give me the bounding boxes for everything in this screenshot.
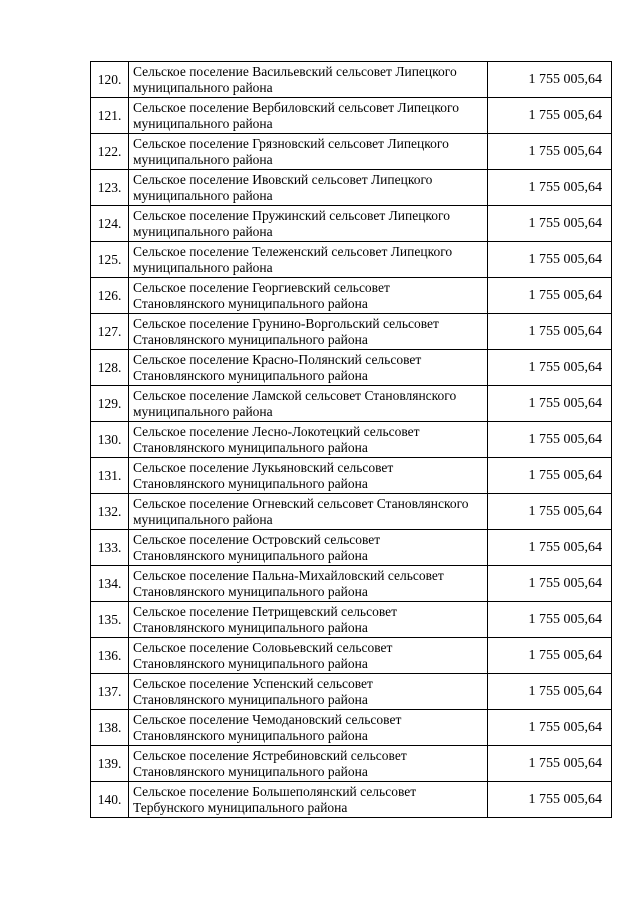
settlement-name-line: Сельское поселение Васильевский сельсовет Липецкого	[133, 64, 457, 79]
settlement-name	[129, 98, 488, 134]
table-row	[91, 746, 612, 782]
allocation-amount: 1 755 005,64	[488, 170, 612, 206]
row-number: 138.	[91, 710, 129, 746]
settlement-name-line: Сельское поселение Соловьевский сельсовет	[133, 640, 393, 655]
allocation-amount: 1 755 005,64	[488, 98, 612, 134]
allocation-table	[90, 61, 612, 818]
table-row	[91, 638, 612, 674]
table-row	[91, 170, 612, 206]
settlement-name-line: Становлянского муниципального района	[133, 475, 368, 491]
row-number: 128.	[91, 350, 129, 386]
table-row	[91, 134, 612, 170]
settlement-name-line: Сельское поселение Чемодановский сельсовет	[133, 712, 402, 727]
row-number: 127.	[91, 314, 129, 350]
allocation-amount: 1 755 005,64	[488, 674, 612, 710]
allocation-amount: 1 755 005,64	[488, 530, 612, 566]
settlement-name-line: муниципального района	[133, 187, 273, 203]
settlement-name-line: Сельское поселение Пружинский сельсовет Липецкого	[133, 208, 450, 223]
table-row	[91, 602, 612, 638]
row-number: 131.	[91, 458, 129, 494]
settlement-name-line: Сельское поселение Ястребиновский сельсовет	[133, 748, 407, 763]
table-row	[91, 314, 612, 350]
settlement-name-line: муниципального района	[133, 223, 273, 239]
settlement-name	[129, 458, 488, 494]
table-row	[91, 206, 612, 242]
allocation-amount: 1 755 005,64	[488, 134, 612, 170]
settlement-name-line: муниципального района	[133, 151, 273, 167]
table-row	[91, 278, 612, 314]
allocation-table-body	[91, 62, 612, 818]
allocation-amount: 1 755 005,64	[488, 350, 612, 386]
row-number: 120.	[91, 62, 129, 98]
allocation-amount: 1 755 005,64	[488, 746, 612, 782]
row-number: 137.	[91, 674, 129, 710]
settlement-name	[129, 674, 488, 710]
settlement-name-line: Сельское поселение Лукьяновский сельсовет	[133, 460, 394, 475]
settlement-name-line: Сельское поселение Красно-Полянский сельсовет	[133, 352, 422, 367]
table-row	[91, 62, 612, 98]
row-number: 139.	[91, 746, 129, 782]
allocation-amount: 1 755 005,64	[488, 386, 612, 422]
table-row	[91, 710, 612, 746]
row-number: 124.	[91, 206, 129, 242]
settlement-name	[129, 134, 488, 170]
allocation-amount: 1 755 005,64	[488, 206, 612, 242]
settlement-name	[129, 386, 488, 422]
row-number: 123.	[91, 170, 129, 206]
settlement-name-line: Становлянского муниципального района	[133, 547, 368, 563]
row-number: 129.	[91, 386, 129, 422]
settlement-name	[129, 566, 488, 602]
settlement-name	[129, 422, 488, 458]
table-row	[91, 674, 612, 710]
settlement-name-line: муниципального района	[133, 79, 273, 95]
settlement-name-line: Тербунского муниципального района	[133, 799, 348, 815]
allocation-amount: 1 755 005,64	[488, 602, 612, 638]
row-number: 134.	[91, 566, 129, 602]
row-number: 132.	[91, 494, 129, 530]
allocation-amount: 1 755 005,64	[488, 494, 612, 530]
settlement-name-line: Сельское поселение Ивовский сельсовет Липецкого	[133, 172, 433, 187]
settlement-name	[129, 494, 488, 530]
settlement-name	[129, 530, 488, 566]
settlement-name-line: муниципального района	[133, 403, 273, 419]
table-row	[91, 566, 612, 602]
settlement-name	[129, 710, 488, 746]
settlement-name-line: Становлянского муниципального района	[133, 619, 368, 635]
settlement-name	[129, 170, 488, 206]
settlement-name-line: Сельское поселение Огневский сельсовет Становлянского	[133, 496, 469, 511]
settlement-name-line: Сельское поселение Ламской сельсовет Становлянского	[133, 388, 457, 403]
row-number: 135.	[91, 602, 129, 638]
settlement-name	[129, 638, 488, 674]
settlement-name-line: Сельское поселение Грязновский сельсовет Липецкого	[133, 136, 449, 151]
settlement-name-line: Становлянского муниципального района	[133, 583, 368, 599]
allocation-amount: 1 755 005,64	[488, 278, 612, 314]
allocation-amount: 1 755 005,64	[488, 566, 612, 602]
table-row	[91, 422, 612, 458]
settlement-name-line: Сельское поселение Пальна-Михайловский сельсовет	[133, 568, 444, 583]
settlement-name-line: Сельское поселение Тележенский сельсовет Липецкого	[133, 244, 453, 259]
row-number: 126.	[91, 278, 129, 314]
row-number: 130.	[91, 422, 129, 458]
settlement-name-line: Становлянского муниципального района	[133, 295, 368, 311]
table-row	[91, 782, 612, 818]
settlement-name-line: муниципального района	[133, 259, 273, 275]
allocation-amount: 1 755 005,64	[488, 710, 612, 746]
settlement-name	[129, 350, 488, 386]
row-number: 122.	[91, 134, 129, 170]
allocation-amount: 1 755 005,64	[488, 422, 612, 458]
allocation-amount: 1 755 005,64	[488, 638, 612, 674]
settlement-name	[129, 62, 488, 98]
settlement-name	[129, 746, 488, 782]
settlement-name-line: Сельское поселение Большеполянский сельсовет	[133, 784, 417, 799]
allocation-amount: 1 755 005,64	[488, 782, 612, 818]
settlement-name	[129, 206, 488, 242]
allocation-amount: 1 755 005,64	[488, 62, 612, 98]
table-row	[91, 494, 612, 530]
table-row	[91, 386, 612, 422]
allocation-amount: 1 755 005,64	[488, 242, 612, 278]
settlement-name-line: Сельское поселение Островский сельсовет	[133, 532, 381, 547]
table-row	[91, 350, 612, 386]
settlement-name	[129, 602, 488, 638]
settlement-name-line: муниципального района	[133, 511, 273, 527]
settlement-name-line: Сельское поселение Георгиевский сельсовет	[133, 280, 390, 295]
settlement-name	[129, 278, 488, 314]
table-row	[91, 98, 612, 134]
settlement-name	[129, 314, 488, 350]
allocation-amount: 1 755 005,64	[488, 458, 612, 494]
settlement-name-line: Становлянского муниципального района	[133, 367, 368, 383]
row-number: 136.	[91, 638, 129, 674]
row-number: 125.	[91, 242, 129, 278]
settlement-name	[129, 782, 488, 818]
settlement-name-line: Сельское поселение Лесно-Локотецкий сельсовет	[133, 424, 420, 439]
allocation-amount: 1 755 005,64	[488, 314, 612, 350]
settlement-name-line: Становлянского муниципального района	[133, 763, 368, 779]
table-row	[91, 242, 612, 278]
settlement-name-line: Становлянского муниципального района	[133, 439, 368, 455]
settlement-name-line: Становлянского муниципального района	[133, 691, 368, 707]
settlement-name-line: Сельское поселение Вербиловский сельсовет Липецкого	[133, 100, 459, 115]
row-number: 140.	[91, 782, 129, 818]
settlement-name-line: Сельское поселение Петрищевский сельсовет	[133, 604, 398, 619]
settlement-name-line: Становлянского муниципального района	[133, 331, 368, 347]
table-row	[91, 458, 612, 494]
settlement-name-line: Становлянского муниципального района	[133, 727, 368, 743]
row-number: 133.	[91, 530, 129, 566]
row-number: 121.	[91, 98, 129, 134]
settlement-name-line: Становлянского муниципального района	[133, 655, 368, 671]
settlement-name-line: муниципального района	[133, 115, 273, 131]
table-row	[91, 530, 612, 566]
settlement-name-line: Сельское поселение Успенский сельсовет	[133, 676, 373, 691]
settlement-name	[129, 242, 488, 278]
settlement-name-line: Сельское поселение Грунино-Воргольский сельсовет	[133, 316, 439, 331]
